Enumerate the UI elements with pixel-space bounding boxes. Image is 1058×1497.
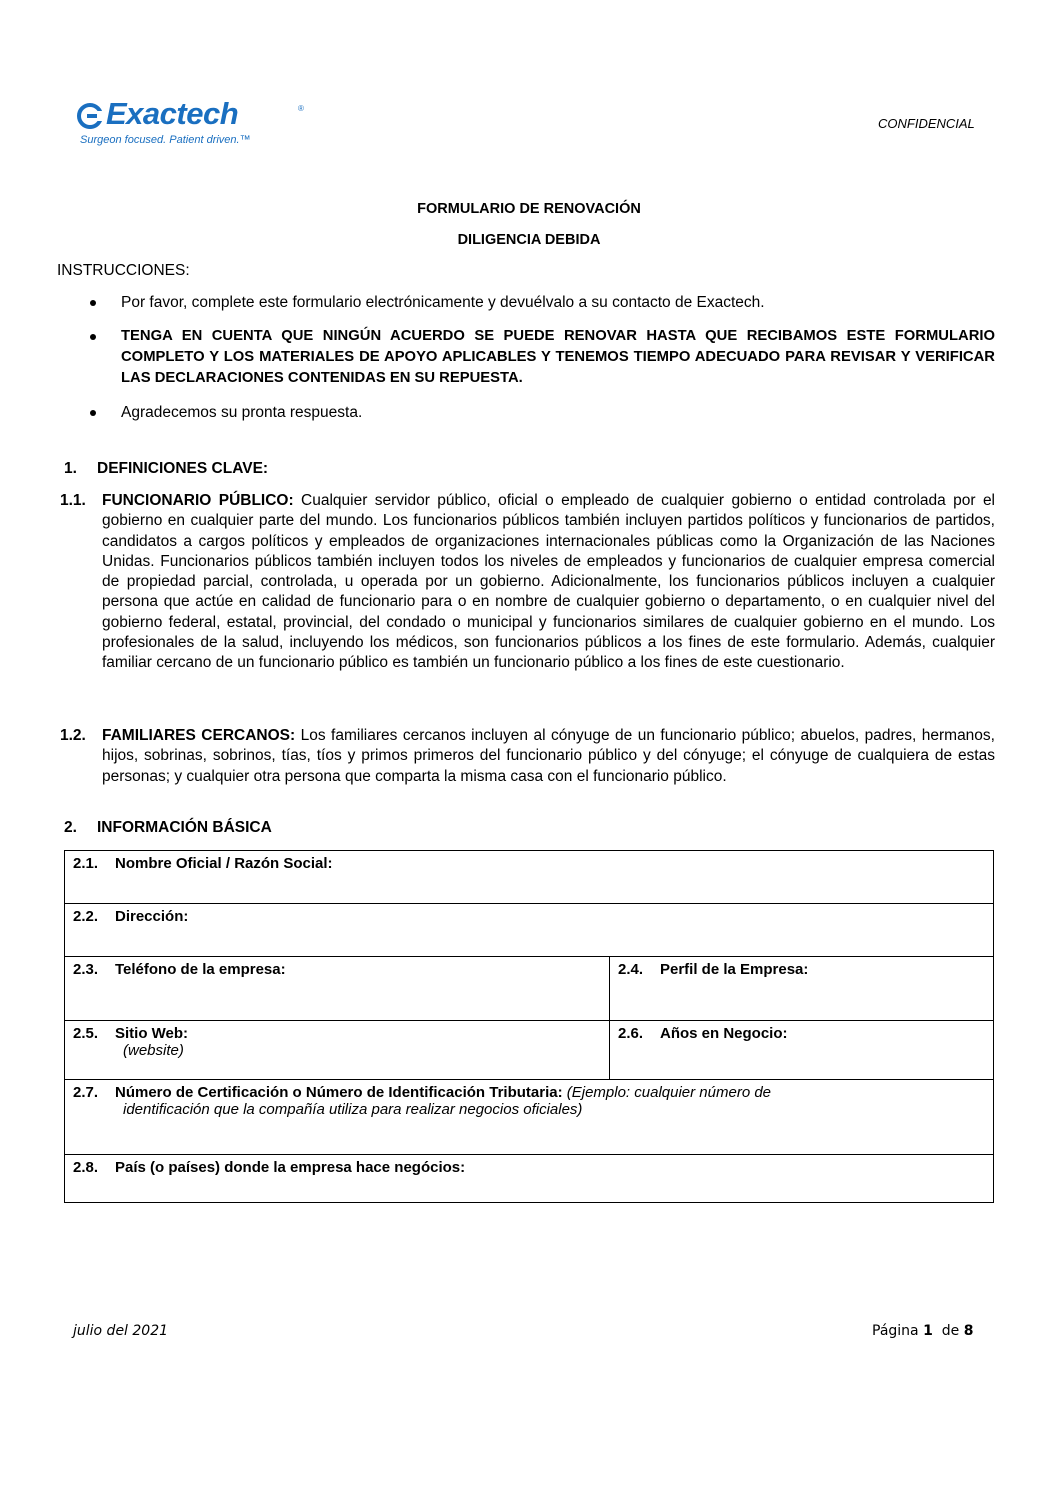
instruction-item — [88, 326, 995, 389]
field-tax-id[interactable] — [65, 1080, 994, 1155]
document-title: FORMULARIO DE RENOVACIÓN — [417, 201, 641, 217]
section-1-heading — [64, 460, 268, 478]
page-total: 8 — [963, 1323, 974, 1339]
footer-date: julio del 2021 — [73, 1323, 169, 1339]
field-label: Sitio Web: — [115, 1025, 189, 1042]
field-legal-name[interactable] — [65, 851, 994, 904]
document-subtitle: DILIGENCIA DEBIDA — [457, 232, 601, 248]
page-number — [872, 1323, 973, 1339]
basic-info-form — [64, 850, 994, 1203]
field-number: 2.7. — [73, 1084, 99, 1101]
page-word: Página — [872, 1323, 919, 1339]
exactech-logo-icon — [76, 102, 104, 130]
field-number: 2.8. — [73, 1159, 99, 1176]
field-label: Teléfono de la empresa: — [115, 961, 286, 978]
instructions-heading: INSTRUCCIONES: — [57, 262, 190, 279]
definition-text: Cualquier servidor público, oficial o empleado de cualquier gobierno o entidad controlada por el gobierno en cualquier parte del mundo. Los funcionarios públicos también incluyen partidos políticos y funcionarios de partidos, candidatos a cargos políticos y empleados de organizaciones internacionales públicas como la Organización de las Naciones Unidas. Funcionarios públicos también incluyen todos los niveles de empleados y funcionarios de cualquier empresa comercial de propiedad parcial, controlada, u operada por un gobierno. Adicionalmente, los funcionarios públicos incluyen a cualquier persona que actúe en calidad de funcionario para o en nombre de cualquier gobierno o departamento, o en cualquier nivel del gobierno federal, estatal, provincial, del condado o municipal y funcionarios similares de cualquier gobierno en el mundo. Los profesionales de la salud, incluyendo los médicos, son funcionarios públicos a los fines de este formulario. Además, cualquier familiar cercano de un funcionario público es también un funcionario público a los fines de este cuestionario. — [102, 492, 996, 672]
field-label: Número de Certificación o Número de Identificación Tributaria: — [115, 1084, 563, 1101]
field-number: 2.2. — [73, 908, 99, 925]
bullet-icon — [90, 410, 96, 416]
field-label: Nombre Oficial / Razón Social: — [115, 855, 333, 872]
definition-term: FUNCIONARIO PÚBLICO: — [102, 492, 294, 509]
section-number: 1. — [64, 460, 77, 477]
field-company-profile[interactable] — [610, 957, 994, 1021]
instructions-list — [88, 292, 995, 436]
bullet-icon — [90, 300, 96, 306]
bullet-icon — [90, 334, 96, 340]
page-current: 1 — [923, 1323, 933, 1339]
section-2-heading — [64, 819, 272, 837]
field-note: (Ejemplo: cualquier número de — [566, 1084, 772, 1101]
section-number: 2. — [64, 819, 77, 836]
field-label: Dirección: — [115, 908, 189, 925]
exactech-logo — [76, 96, 316, 150]
definition-public-official — [60, 491, 995, 674]
section-title: DEFINICIONES CLAVE: — [97, 460, 269, 477]
section-title: INFORMACIÓN BÁSICA — [97, 819, 272, 836]
field-number: 2.3. — [73, 961, 99, 978]
field-countries[interactable] — [65, 1155, 994, 1203]
instruction-text: TENGA EN CUENTA QUE NINGÚN ACUERDO SE PUEDE RENOVAR HASTA QUE RECIBAMOS ESTE FORMULARIO COMPLETO Y LOS MATERIALES DE APOYO APLICABLES Y TENEMOS TIEMPO ADECUADO PARA REVISAR Y VERIFICAR LAS DECLARACIONES CONTENIDAS EN SU REPUESTA. — [121, 328, 995, 386]
logo-tagline: Surgeon focused. Patient driven.™ — [80, 134, 251, 146]
instruction-text: Agradecemos su pronta respuesta. — [121, 404, 363, 421]
field-note: identificación que la compañía utiliza para realizar negocios oficiales) — [123, 1101, 583, 1118]
confidential-label: CONFIDENCIAL — [878, 116, 975, 131]
definition-term: FAMILIARES CERCANOS: — [102, 727, 296, 744]
instruction-text: Por favor, complete este formulario electrónicamente y devuélvalo a su contacto de Exactech. — [121, 294, 765, 311]
field-number: 2.1. — [73, 855, 99, 872]
field-number: 2.6. — [618, 1025, 644, 1042]
field-number: 2.5. — [73, 1025, 99, 1042]
field-address[interactable] — [65, 904, 994, 957]
logo-registered-mark: ® — [298, 104, 304, 113]
field-label: Años en Negocio: — [660, 1025, 788, 1042]
field-label: Perfil de la Empresa: — [660, 961, 809, 978]
field-label: País (o países) donde la empresa hace negócios: — [115, 1159, 466, 1176]
definition-number: 1.2. — [60, 727, 86, 744]
page-of: de — [941, 1323, 960, 1339]
instruction-item — [88, 402, 995, 423]
instruction-item — [88, 292, 995, 313]
field-sublabel: (website) — [123, 1042, 184, 1059]
logo-wordmark: Exactech — [106, 96, 239, 131]
field-number: 2.4. — [618, 961, 644, 978]
definition-close-relatives — [60, 726, 995, 787]
field-years-in-business[interactable] — [610, 1021, 994, 1080]
definition-text: Los familiares cercanos incluyen al cónyuge de un funcionario público; abuelos, padres, hermanos, hijos, sobrinas, sobrinos, tías, tíos y primos primeros del funcionario público y del cónyuge; el cónyuge de cualquiera de estas personas; y cualquier otra persona que comparta la misma casa con el funcionario público. — [102, 727, 995, 785]
field-website[interactable] — [65, 1021, 610, 1080]
field-company-phone[interactable] — [65, 957, 610, 1021]
definition-number: 1.1. — [60, 492, 86, 509]
